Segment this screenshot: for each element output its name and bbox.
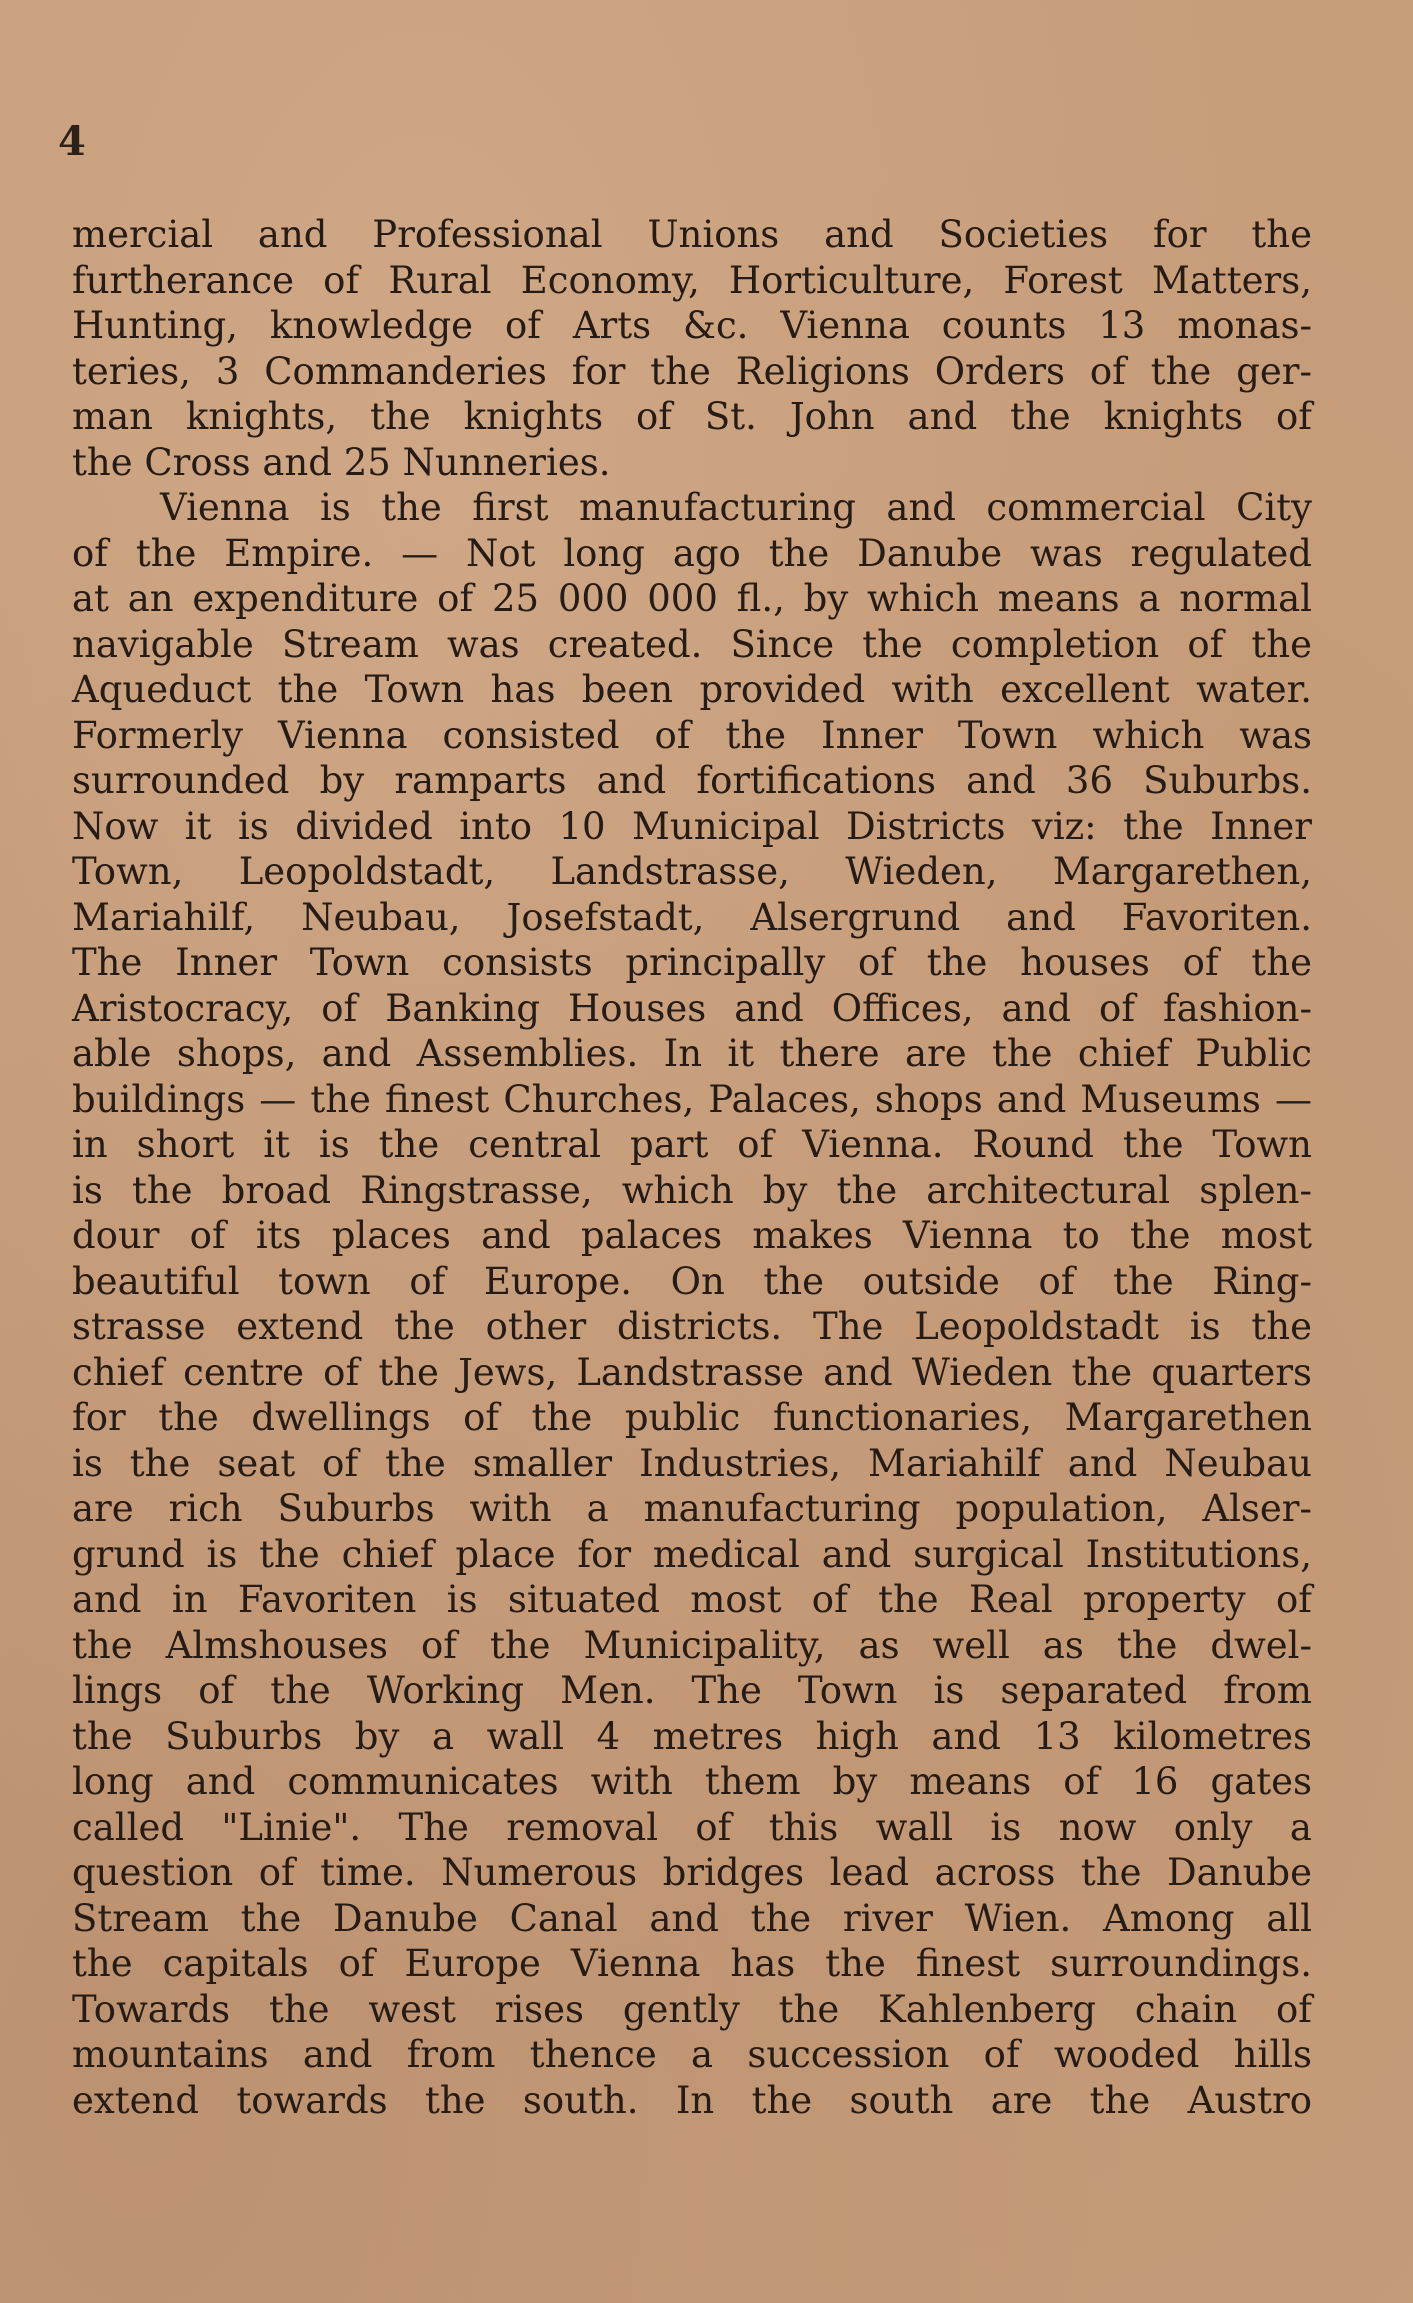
text-line: for the dwellings of the public functionaries, Margarethen [72,1396,1312,1439]
text-line: Vienna is the first manufacturing and commercial City [160,486,1312,529]
text-line: Aristocracy, of Banking Houses and Offices, and of fashion- [72,986,1312,1030]
text-line: and in Favoriten is situated most of the Real property of [72,1578,1312,1621]
text-line: dour of its places and palaces makes Vienna to the most [72,1214,1312,1257]
text-line: mercial and Professional Unions and Societies for the [72,213,1312,256]
text-line: question of time. Numerous bridges lead across the Danube [72,1851,1312,1894]
page-number: 4 [58,118,86,165]
text-line: furtherance of Rural Economy, Horticulture, Forest Matters, [72,258,1312,302]
text-line: of the Empire. — Not long ago the Danube was regulated [72,531,1312,575]
text-line: man knights, the knights of St. John and the knights of [72,395,1312,438]
text-line: Stream the Danube Canal and the river Wien. Among all [72,1896,1312,1940]
text-line: the capitals of Europe Vienna has the finest surroundings. [72,1942,1312,1985]
text-line: Formerly Vienna consisted of the Inner Town which was [72,713,1312,757]
text-line: The Inner Town consists principally of the houses of the [72,941,1312,984]
text-line: the Suburbs by a wall 4 metres high and 13 kilometres [72,1714,1312,1758]
text-line: chief centre of the Jews, Landstrasse and Wieden the quarters [72,1350,1312,1394]
text-line: navigable Stream was created. Since the completion of the [72,622,1312,666]
text-line: Now it is divided into 10 Municipal Districts viz: the Inner [72,804,1312,848]
text-line: Aqueduct the Town has been provided with excellent water. [72,668,1312,711]
text-line: long and communicates with them by means of 16 gates [72,1760,1312,1803]
text-line: in short it is the central part of Vienna. Round the Town [72,1123,1312,1166]
text-line: able shops, and Assemblies. In it there are the chief Public [72,1032,1312,1075]
text-line: beautiful town of Europe. On the outside of the Ring- [72,1259,1312,1303]
text-line: are rich Suburbs with a manufacturing population, Alser- [72,1487,1312,1530]
body-text [72,212,1312,2123]
text-line: is the seat of the smaller Industries, Mariahilf and Neubau [72,1441,1312,1485]
text-line: strasse extend the other districts. The Leopoldstadt is the [72,1305,1312,1348]
text-line: surrounded by ramparts and fortifications and 36 Suburbs. [72,759,1312,802]
text-line: is the broad Ringstrasse, which by the architectural splen- [72,1168,1312,1212]
text-line: mountains and from thence a succession of wooded hills [72,2033,1312,2076]
text-line: the Almshouses of the Municipality, as well as the dwel- [72,1623,1312,1667]
text-line: called "Linie". The removal of this wall is now only a [72,1805,1312,1849]
text-line: the Cross and 25 Nunneries. [72,440,611,484]
text-line: grund is the chief place for medical and surgical Institutions, [72,1532,1312,1576]
text-line: teries, 3 Commanderies for the Religions Orders of the ger- [72,349,1312,393]
text-line: Mariahilf, Neubau, Josefstadt, Alsergrund and Favoriten. [72,895,1312,939]
text-line: at an expenditure of 25 000 000 fl., by which means a normal [72,577,1312,620]
text-line: Hunting, knowledge of Arts &c. Vienna counts 13 monas- [72,304,1312,347]
text-line: lings of the Working Men. The Town is separated from [72,1669,1312,1712]
text-line: Town, Leopoldstadt, Landstrasse, Wieden, Margarethen, [72,850,1312,893]
text-line: buildings — the finest Churches, Palaces, shops and Museums — [72,1077,1312,1121]
text-line: extend towards the south. In the south are the Austro [72,2078,1312,2122]
text-line: Towards the west rises gently the Kahlenberg chain of [72,1987,1312,2031]
